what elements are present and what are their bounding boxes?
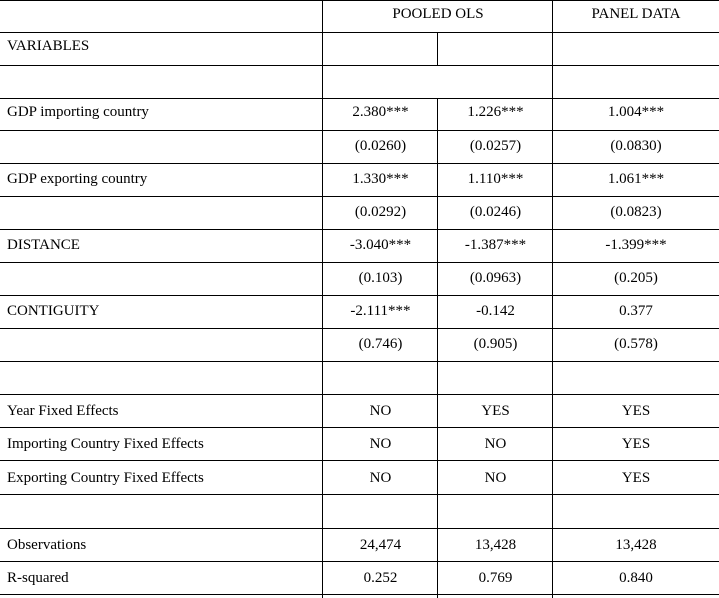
table-cell: NO [369, 436, 392, 452]
table-cell: (0.905) [473, 336, 518, 352]
table-cell: 1.330*** [352, 171, 409, 187]
row-label: R-squared [7, 570, 69, 586]
table-cell: -3.040*** [349, 237, 412, 253]
table-cell: NO [484, 470, 507, 486]
table-cell: 1.061*** [607, 171, 665, 187]
table-cell: (0.0260) [354, 138, 407, 154]
header-pooled-ols: POOLED OLS [392, 6, 484, 22]
table-rule [0, 561, 719, 562]
row-label: Importing Country Fixed Effects [7, 436, 204, 452]
table-cell: 0.840 [619, 570, 653, 586]
table-cell: 24,474 [359, 537, 402, 553]
row-label: Observations [7, 537, 87, 553]
table-cell: (0.578) [614, 336, 658, 352]
table-rule [0, 295, 719, 296]
table-cell: -0.142 [476, 303, 515, 319]
table-rule [0, 528, 719, 529]
table-cell: (0.0963) [469, 270, 522, 286]
table-cell: 0.769 [478, 570, 513, 586]
table-cell: NO [484, 436, 507, 452]
table-cell: -2.111*** [350, 303, 411, 319]
table-cell: -1.399*** [605, 237, 667, 253]
table-rule [0, 460, 719, 461]
table-cell: -1.387*** [464, 237, 527, 253]
table-cell: 1.110*** [467, 171, 524, 187]
table-cell: 13,428 [615, 537, 657, 553]
row-label: GDP importing country [7, 104, 149, 120]
table-cell: YES [481, 403, 510, 419]
table-rule [0, 98, 719, 99]
table-cell: YES [621, 403, 651, 419]
column-rule [552, 0, 553, 598]
header-panel-data: PANEL DATA [591, 6, 681, 22]
column-rule [322, 0, 323, 598]
table-cell: YES [621, 470, 651, 486]
table-rule [0, 130, 719, 131]
table-rule [0, 32, 719, 33]
row-label: Exporting Country Fixed Effects [7, 470, 204, 486]
row-label: GDP exporting country [7, 171, 148, 187]
table-cell: NO [369, 470, 392, 486]
table-cell: (0.0823) [610, 204, 662, 220]
table-cell: (0.0292) [354, 204, 407, 220]
table-cell: 1.004*** [607, 104, 665, 120]
table-cell: NO [369, 403, 392, 419]
table-rule [0, 196, 719, 197]
table-rule [0, 229, 719, 230]
table-cell: 0.377 [619, 303, 653, 319]
row-label: Year Fixed Effects [7, 403, 119, 419]
table-cell: YES [621, 436, 651, 452]
table-cell: 1.226*** [467, 104, 524, 120]
table-cell: (0.746) [358, 336, 403, 352]
table-rule [0, 494, 719, 495]
table-cell: (0.0257) [469, 138, 522, 154]
table-rule [0, 394, 719, 395]
row-label: DISTANCE [7, 237, 80, 253]
table-rule [0, 262, 719, 263]
table-cell: (0.0246) [469, 204, 522, 220]
row-label: CONTIGUITY [7, 303, 100, 319]
table-rule [0, 163, 719, 164]
table-rule [0, 328, 719, 329]
table-cell: 0.252 [363, 570, 398, 586]
table-rule [0, 361, 719, 362]
table-cell: (0.103) [358, 270, 403, 286]
header-variables: VARIABLES [7, 38, 90, 54]
table-cell: 2.380*** [352, 104, 409, 120]
column-rule [437, 32, 438, 65]
table-rule [0, 427, 719, 428]
table-cell: (0.205) [614, 270, 658, 286]
table-rule [0, 0, 719, 1]
table-rule [0, 65, 719, 66]
table-cell: (0.0830) [610, 138, 662, 154]
table-cell: 13,428 [474, 537, 517, 553]
table-rule [0, 594, 719, 595]
